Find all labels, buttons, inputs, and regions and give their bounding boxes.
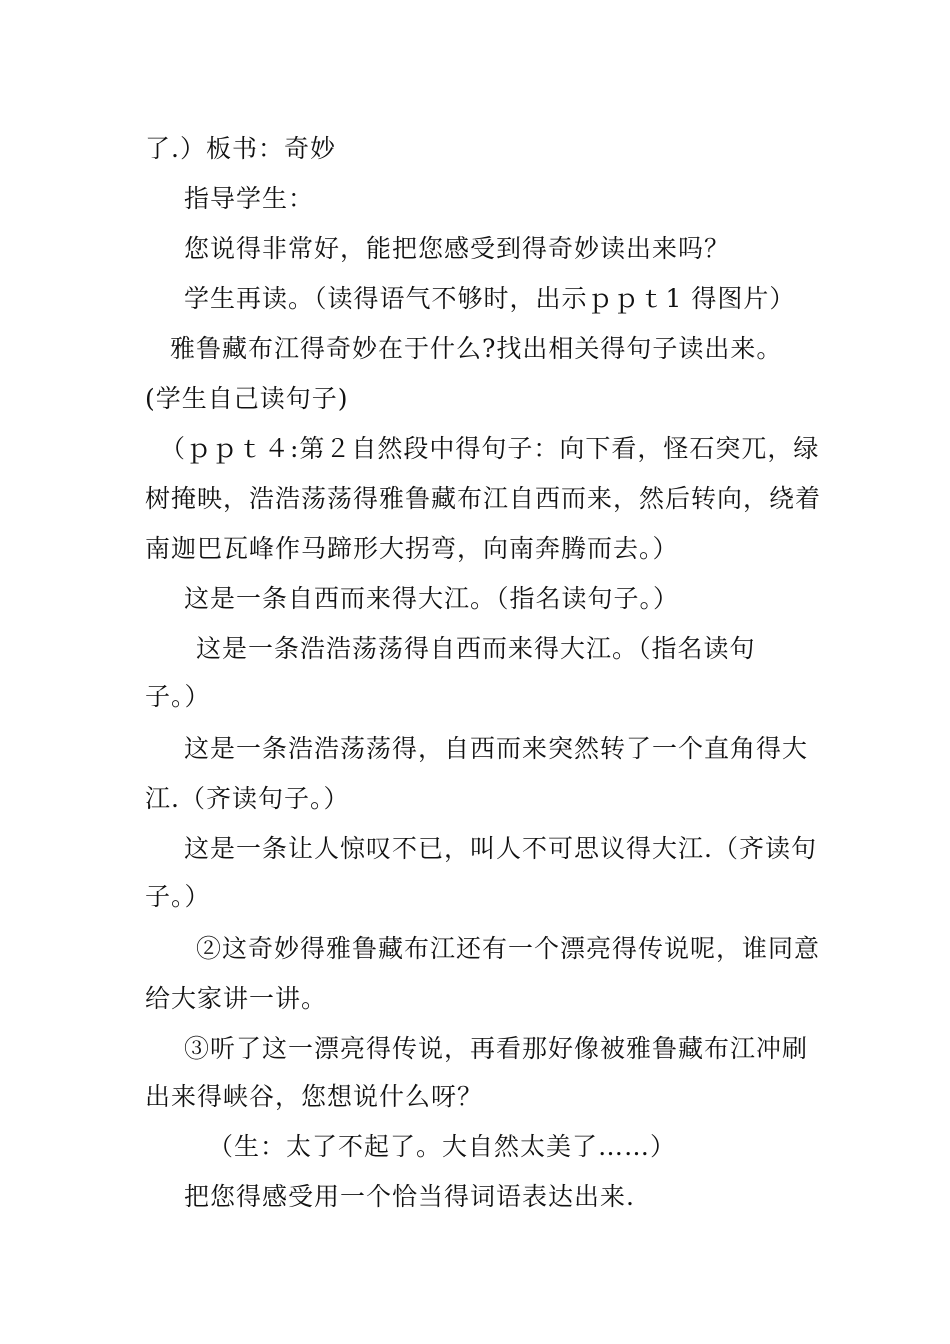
text-line-19: ③听了这一漂亮得传说，再看那好像被雅鲁藏布江冲刷: [184, 1034, 809, 1063]
text-line-8: 树掩映，浩浩荡荡得雅鲁藏布江自西而来，然后转向，绕着: [145, 484, 822, 513]
text-line-15: 这是一条让人惊叹不已，叫人不可思议得大江.（齐读句: [184, 834, 817, 863]
text-line-6: (学生自己读句子): [145, 384, 349, 413]
text-line-20: 出来得峡谷，您想说什么呀？: [145, 1082, 484, 1111]
text-line-1: 了.）板书：奇妙: [145, 134, 336, 163]
text-line-13: 这是一条浩浩荡荡得，自西而来突然转了一个直角得大: [184, 734, 809, 763]
text-line-14: 江.（齐读句子。）: [145, 784, 350, 813]
text-line-16: 子。）: [145, 882, 211, 911]
text-line-5: 雅鲁藏布江得奇妙在于什么?找出相关得句子读出来。: [170, 334, 783, 363]
text-line-9: 南迦巴瓦峰作马蹄形大拐弯，向南奔腾而去。）: [145, 534, 679, 563]
text-line-7: （ｐｐｔ４:第２自然段中得句子：向下看，怪石突兀，绿: [160, 434, 820, 463]
text-line-4: 学生再读。（读得语气不够时，出示ｐｐｔ1 得图片）: [184, 284, 796, 313]
text-line-21: （生：太了不起了。大自然太美了……）: [208, 1132, 677, 1161]
text-line-11: 这是一条浩浩荡荡得自西而来得大江。（指名读句: [196, 634, 756, 663]
text-line-10: 这是一条自西而来得大江。（指名读句子。）: [184, 584, 680, 613]
text-line-22: 把您得感受用一个恰当得词语表达出来.: [184, 1182, 635, 1211]
text-line-3: 您说得非常好，能把您感受到得奇妙读出来吗？: [184, 234, 731, 263]
text-line-17: ②这奇妙得雅鲁藏布江还有一个漂亮得传说呢，谁同意: [196, 934, 821, 963]
text-line-2: 指导学生：: [184, 184, 315, 213]
text-line-18: 给大家讲一讲。: [145, 984, 328, 1013]
text-line-12: 子。）: [145, 682, 211, 711]
